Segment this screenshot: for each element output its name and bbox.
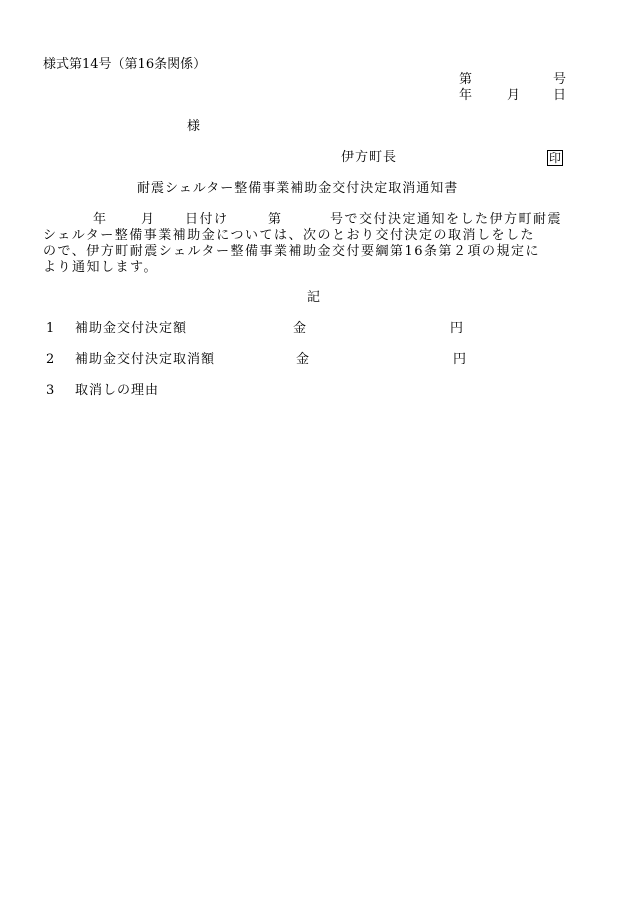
date-year: 年 xyxy=(459,88,473,103)
doc-number-prefix: 第 xyxy=(459,72,473,87)
body-line-2: シェルター整備事業補助金については、次のとおり交付決定の取消しをした xyxy=(43,228,535,243)
body-line-3: ので、伊方町耐震シェルター整備事業補助金交付要綱第16条第２項の規定に xyxy=(43,244,541,259)
ki-heading: 記 xyxy=(307,290,321,305)
doc-number-suffix: 号 xyxy=(553,72,567,87)
date-day: 日 xyxy=(553,88,567,103)
body-year: 年 xyxy=(93,212,108,227)
form-number: 様式第14号（第16条関係） xyxy=(43,57,207,72)
item-2-label: 補助金交付決定取消額 xyxy=(75,352,216,367)
item-3-number: 3 xyxy=(46,383,55,398)
item-1-number: 1 xyxy=(46,321,55,336)
item-1-label: 補助金交付決定額 xyxy=(75,321,188,336)
addressee-suffix: 様 xyxy=(187,119,201,134)
sender-title: 伊方町長 xyxy=(341,150,398,165)
body-date-suffix: 日付け xyxy=(185,212,229,227)
seal-mark: 印 xyxy=(549,151,562,165)
item-1-kin: 金 xyxy=(293,321,307,336)
item-1-yen: 円 xyxy=(450,321,464,336)
body-line1-rest: 号で交付決定通知をした伊方町耐震 xyxy=(330,212,563,227)
item-2-yen: 円 xyxy=(453,352,467,367)
body-month: 月 xyxy=(141,212,156,227)
item-3-label: 取消しの理由 xyxy=(75,383,160,398)
date-month: 月 xyxy=(507,88,521,103)
document-title: 耐震シェルター整備事業補助金交付決定取消通知書 xyxy=(137,181,459,196)
item-2-number: 2 xyxy=(46,352,55,367)
body-number-prefix: 第 xyxy=(268,212,283,227)
item-2-kin: 金 xyxy=(296,352,310,367)
body-line-4: より通知します。 xyxy=(43,260,158,275)
